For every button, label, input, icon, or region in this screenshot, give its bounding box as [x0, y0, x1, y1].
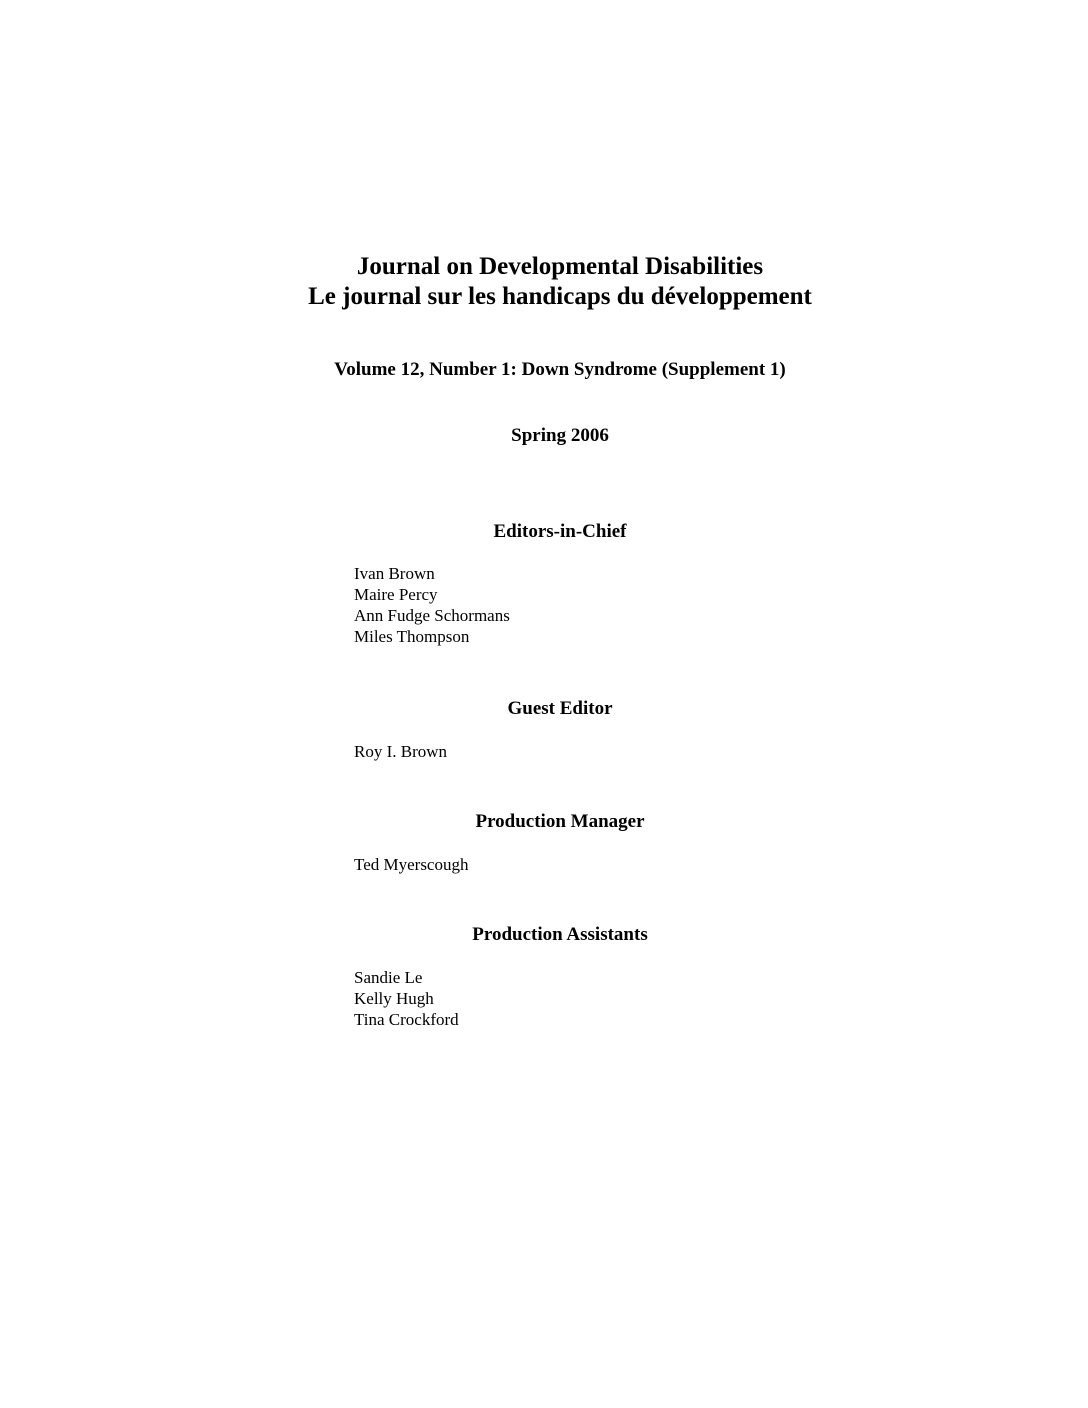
production-manager-heading: Production Manager	[475, 811, 645, 832]
list-item: Ivan Brown	[354, 564, 435, 583]
editors-in-chief-list	[354, 563, 510, 647]
journal-title-english: Journal on Developmental Disabilities	[356, 253, 764, 280]
list-item: Maire Percy	[354, 585, 438, 604]
journal-title-french: Le journal sur les handicaps du développement	[308, 283, 812, 310]
list-item: Miles Thompson	[354, 627, 470, 646]
editors-in-chief-heading: Editors-in-Chief	[493, 521, 627, 542]
issue-season: Spring 2006	[511, 425, 609, 446]
list-item: Sandie Le	[354, 968, 423, 987]
guest-editor-list	[354, 741, 447, 762]
list-item: Ann Fudge Schormans	[354, 606, 510, 625]
volume-line: Volume 12, Number 1: Down Syndrome (Supplement 1)	[334, 359, 786, 380]
production-assistants-list	[354, 967, 459, 1030]
production-manager-list	[354, 854, 468, 875]
list-item: Kelly Hugh	[354, 989, 434, 1008]
list-item: Ted Myerscough	[354, 855, 469, 874]
guest-editor-heading: Guest Editor	[507, 698, 613, 719]
list-item: Roy I. Brown	[354, 742, 448, 761]
production-assistants-heading: Production Assistants	[472, 924, 648, 945]
list-item: Tina Crockford	[354, 1010, 459, 1029]
